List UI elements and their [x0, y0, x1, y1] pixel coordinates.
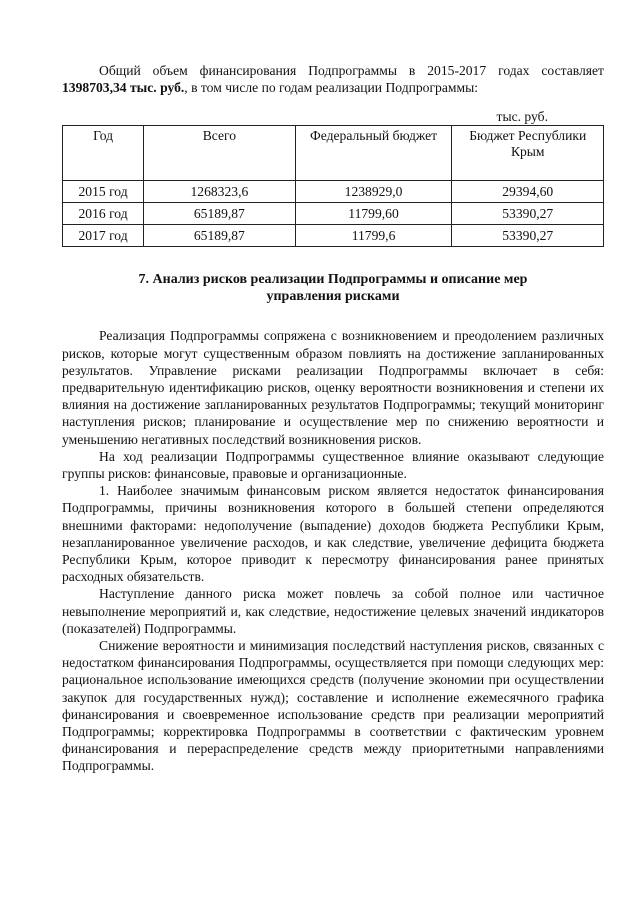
body-paragraph: Наступление данного риска может повлечь за собой полное или частичное невыполнение мероприятий и, как следствие, недостижение целевых значений индикаторов (показателей) Подпрограммы.: [62, 586, 604, 636]
header-federal-budget: Федеральный бюджет: [295, 126, 452, 181]
cell-crimea: 53390,27: [452, 203, 604, 225]
intro-text-before: Общий объем финансирования Подпрограммы в 2015-2017 годах составляет: [99, 63, 604, 78]
intro-total-amount: 1398703,34 тыс. руб.: [62, 80, 185, 96]
body-paragraph: На ход реализации Подпрограммы существенное влияние оказывают следующие группы рисков: финансовые, правовые и организационные.: [62, 448, 604, 482]
header-total: Всего: [144, 126, 295, 181]
cell-crimea: 53390,27: [452, 225, 604, 247]
cell-federal: 11799,60: [295, 203, 452, 225]
cell-year: 2015 год: [63, 181, 144, 203]
table-row: [63, 225, 604, 247]
financing-table: [62, 125, 604, 247]
intro-text-after: , в том числе по годам реализации Подпрограммы:: [184, 80, 478, 96]
table-header-row: [63, 126, 604, 181]
table-units-label: тыс. руб.: [496, 109, 548, 125]
body-paragraph: 1. Наиболее значимым финансовым риском является недостаток финансирования Подпрограммы, причины возникновения которого в большей степени определяются внешними факторами: недополучение (выпадение) доходов бюджета Республики Крым, незапланированное увеличение расходов, и как следствие, увеличение дефицита бюджета Республики Крым, которое приводит к пересмотру финансирования ранее принятых расходных обязательств.: [62, 483, 604, 585]
cell-total: 1268323,6: [144, 181, 295, 203]
cell-federal: 11799,6: [295, 225, 452, 247]
intro-paragraph: [62, 62, 604, 96]
cell-total: 65189,87: [144, 225, 295, 247]
section-body: [62, 327, 604, 774]
header-crimea-budget: Бюджет Республики Крым: [452, 126, 604, 181]
table-row: [63, 203, 604, 225]
table-row: [63, 181, 604, 203]
cell-crimea: 29394,60: [452, 181, 604, 203]
body-paragraph: Реализация Подпрограммы сопряжена с возникновением и преодолением различных рисков, которые могут существенным образом повлиять на достижение запланированных результатов. Управление рисками реализации Подпрограммы включает в себя: предварительную идентификацию рисков, оценку вероятности возникновения и степени их влияния на достижение запланированных результатов Подпрограммы; текущий мониторинг наступления рисков; планирование и осуществление мер по снижению вероятности и уменьшению негативных последствий возникновения рисков.: [62, 328, 604, 447]
section-title: 7. Анализ рисков реализации Подпрограммы и описание мер управления рисками: [138, 272, 528, 305]
cell-federal: 1238929,0: [295, 181, 452, 203]
cell-total: 65189,87: [144, 203, 295, 225]
body-paragraph: Снижение вероятности и минимизация последствий наступления рисков, связанных с недостатком финансирования Подпрограммы, осуществляется при помощи следующих мер: рациональное использование имеющихся средств (получение экономии при осуществлении закупок для государственных нужд); составление и исполнение ежемесячного графика финансирования и своевременное использование средств при реализации мероприятий Подпрограммы; корректировка Подпрограммы в соответствии с фактическим уровнем финансирования и перераспределение средств между приоритетными направлениями Подпрограммы.: [62, 638, 604, 774]
cell-year: 2017 год: [63, 225, 144, 247]
cell-year: 2016 год: [63, 203, 144, 225]
header-year: Год: [63, 126, 144, 181]
